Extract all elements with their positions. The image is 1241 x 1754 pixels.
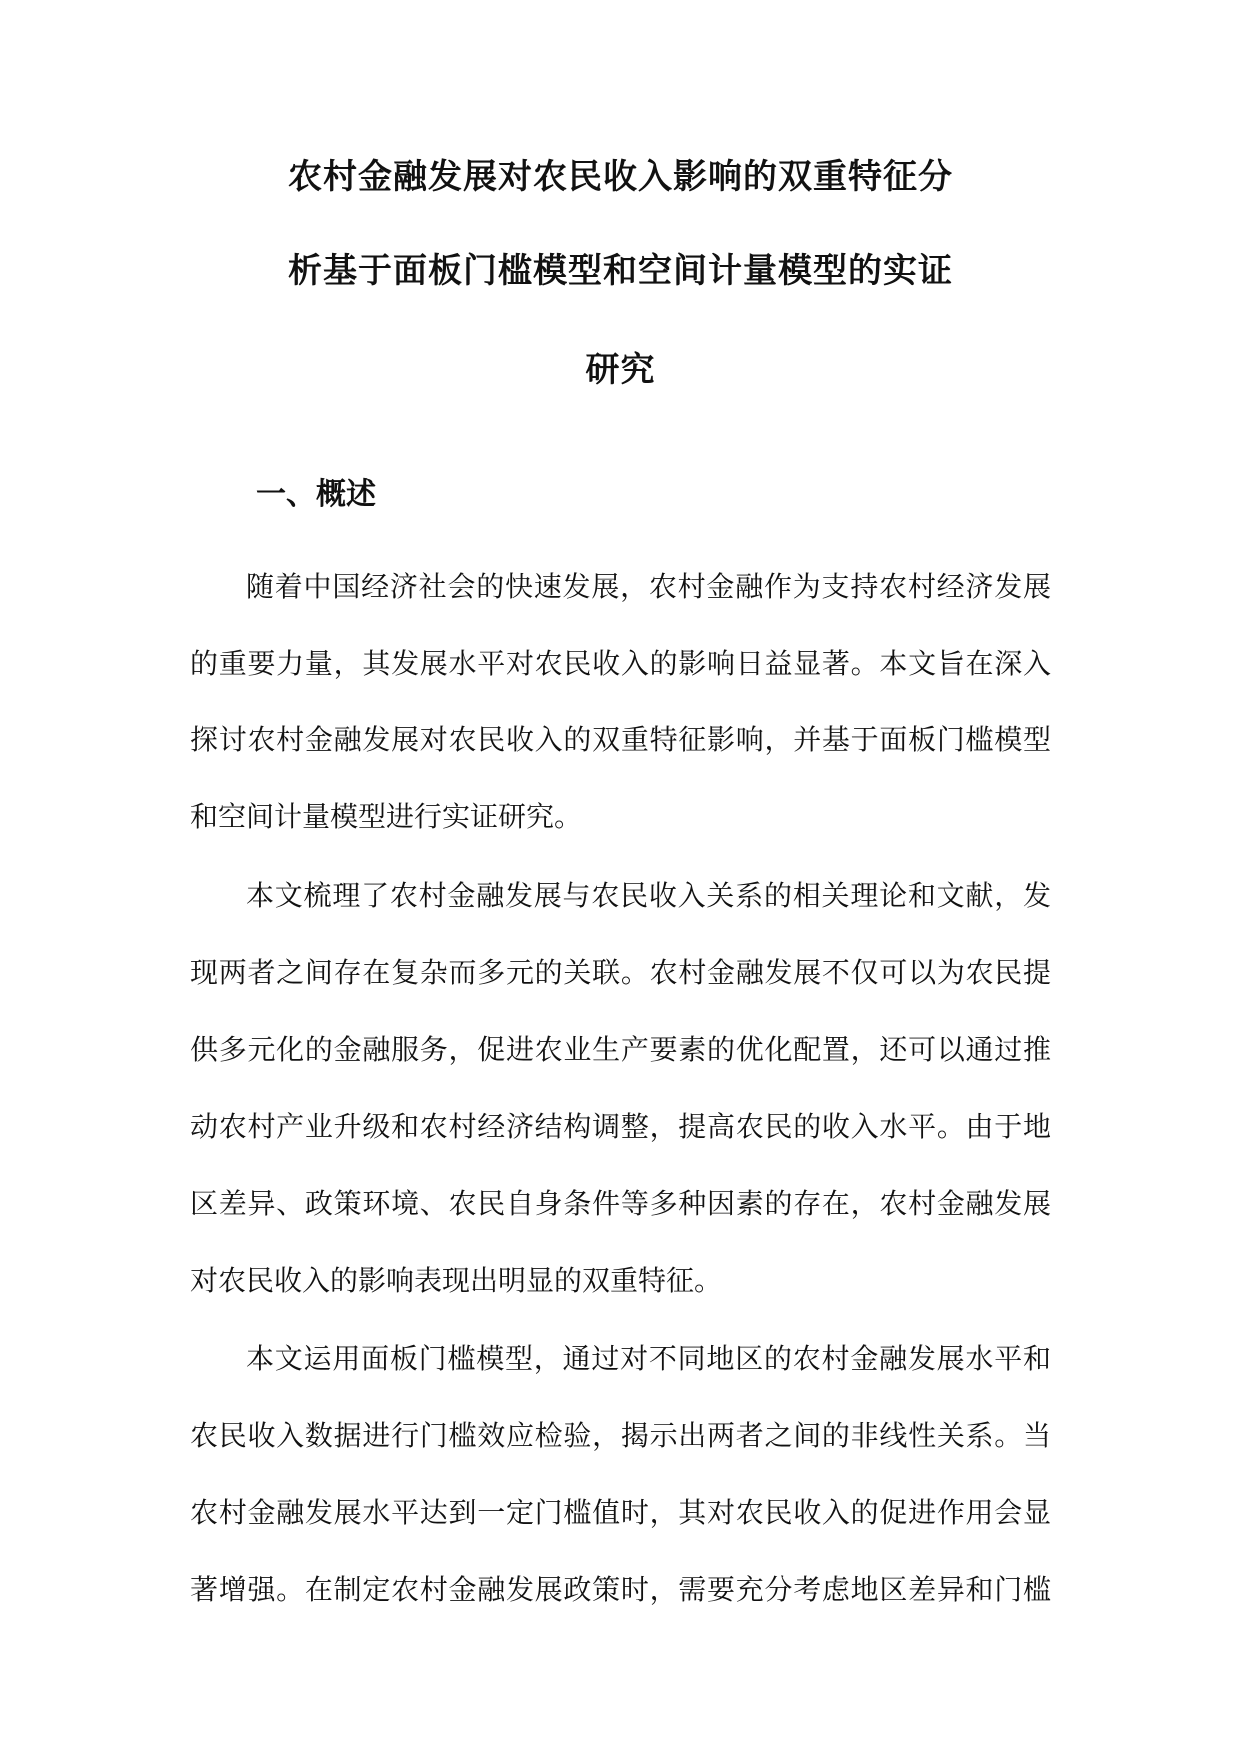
section-heading: 一、概述	[256, 477, 376, 512]
paragraph-2-line-6: 对农民收入的影响表现出明显的双重特征。	[190, 1264, 723, 1297]
document-title-line-2: 析基于面板门槛模型和空间计量模型的实证	[288, 251, 953, 291]
paragraph-3-line-1: 本文运用面板门槛模型，通过对不同地区的农村金融发展水平和	[246, 1342, 1051, 1375]
paragraph-2-line-1: 本文梳理了农村金融发展与农民收入关系的相关理论和文献，发	[246, 879, 1051, 912]
paragraph-1-line-4: 和空间计量模型进行实证研究。	[190, 800, 583, 833]
document-title-line-1: 农村金融发展对农民收入影响的双重特征分	[288, 157, 953, 197]
paragraph-3-line-3: 农村金融发展水平达到一定门槛值时，其对农民收入的促进作用会显	[190, 1496, 1051, 1529]
paragraph-1-line-3: 探讨农村金融发展对农民收入的双重特征影响，并基于面板门槛模型	[190, 723, 1051, 756]
paragraph-2-line-5: 区差异、政策环境、农民自身条件等多种因素的存在，农村金融发展	[190, 1187, 1051, 1220]
paragraph-2-line-4: 动农村产业升级和农村经济结构调整，提高农民的收入水平。由于地	[190, 1110, 1051, 1143]
paragraph-1-line-2: 的重要力量，其发展水平对农民收入的影响日益显著。本文旨在深入	[190, 647, 1051, 680]
document-title-line-3: 研究	[585, 350, 656, 390]
paragraph-1-line-1: 随着中国经济社会的快速发展，农村金融作为支持农村经济发展	[246, 570, 1051, 603]
paragraph-2-line-3: 供多元化的金融服务，促进农业生产要素的优化配置，还可以通过推	[190, 1033, 1051, 1066]
paragraph-3-line-4: 著增强。在制定农村金融发展政策时，需要充分考虑地区差异和门槛	[190, 1573, 1051, 1606]
paragraph-2-line-2: 现两者之间存在复杂而多元的关联。农村金融发展不仅可以为农民提	[190, 956, 1051, 989]
paragraph-3-line-2: 农民收入数据进行门槛效应检验，揭示出两者之间的非线性关系。当	[190, 1419, 1051, 1452]
